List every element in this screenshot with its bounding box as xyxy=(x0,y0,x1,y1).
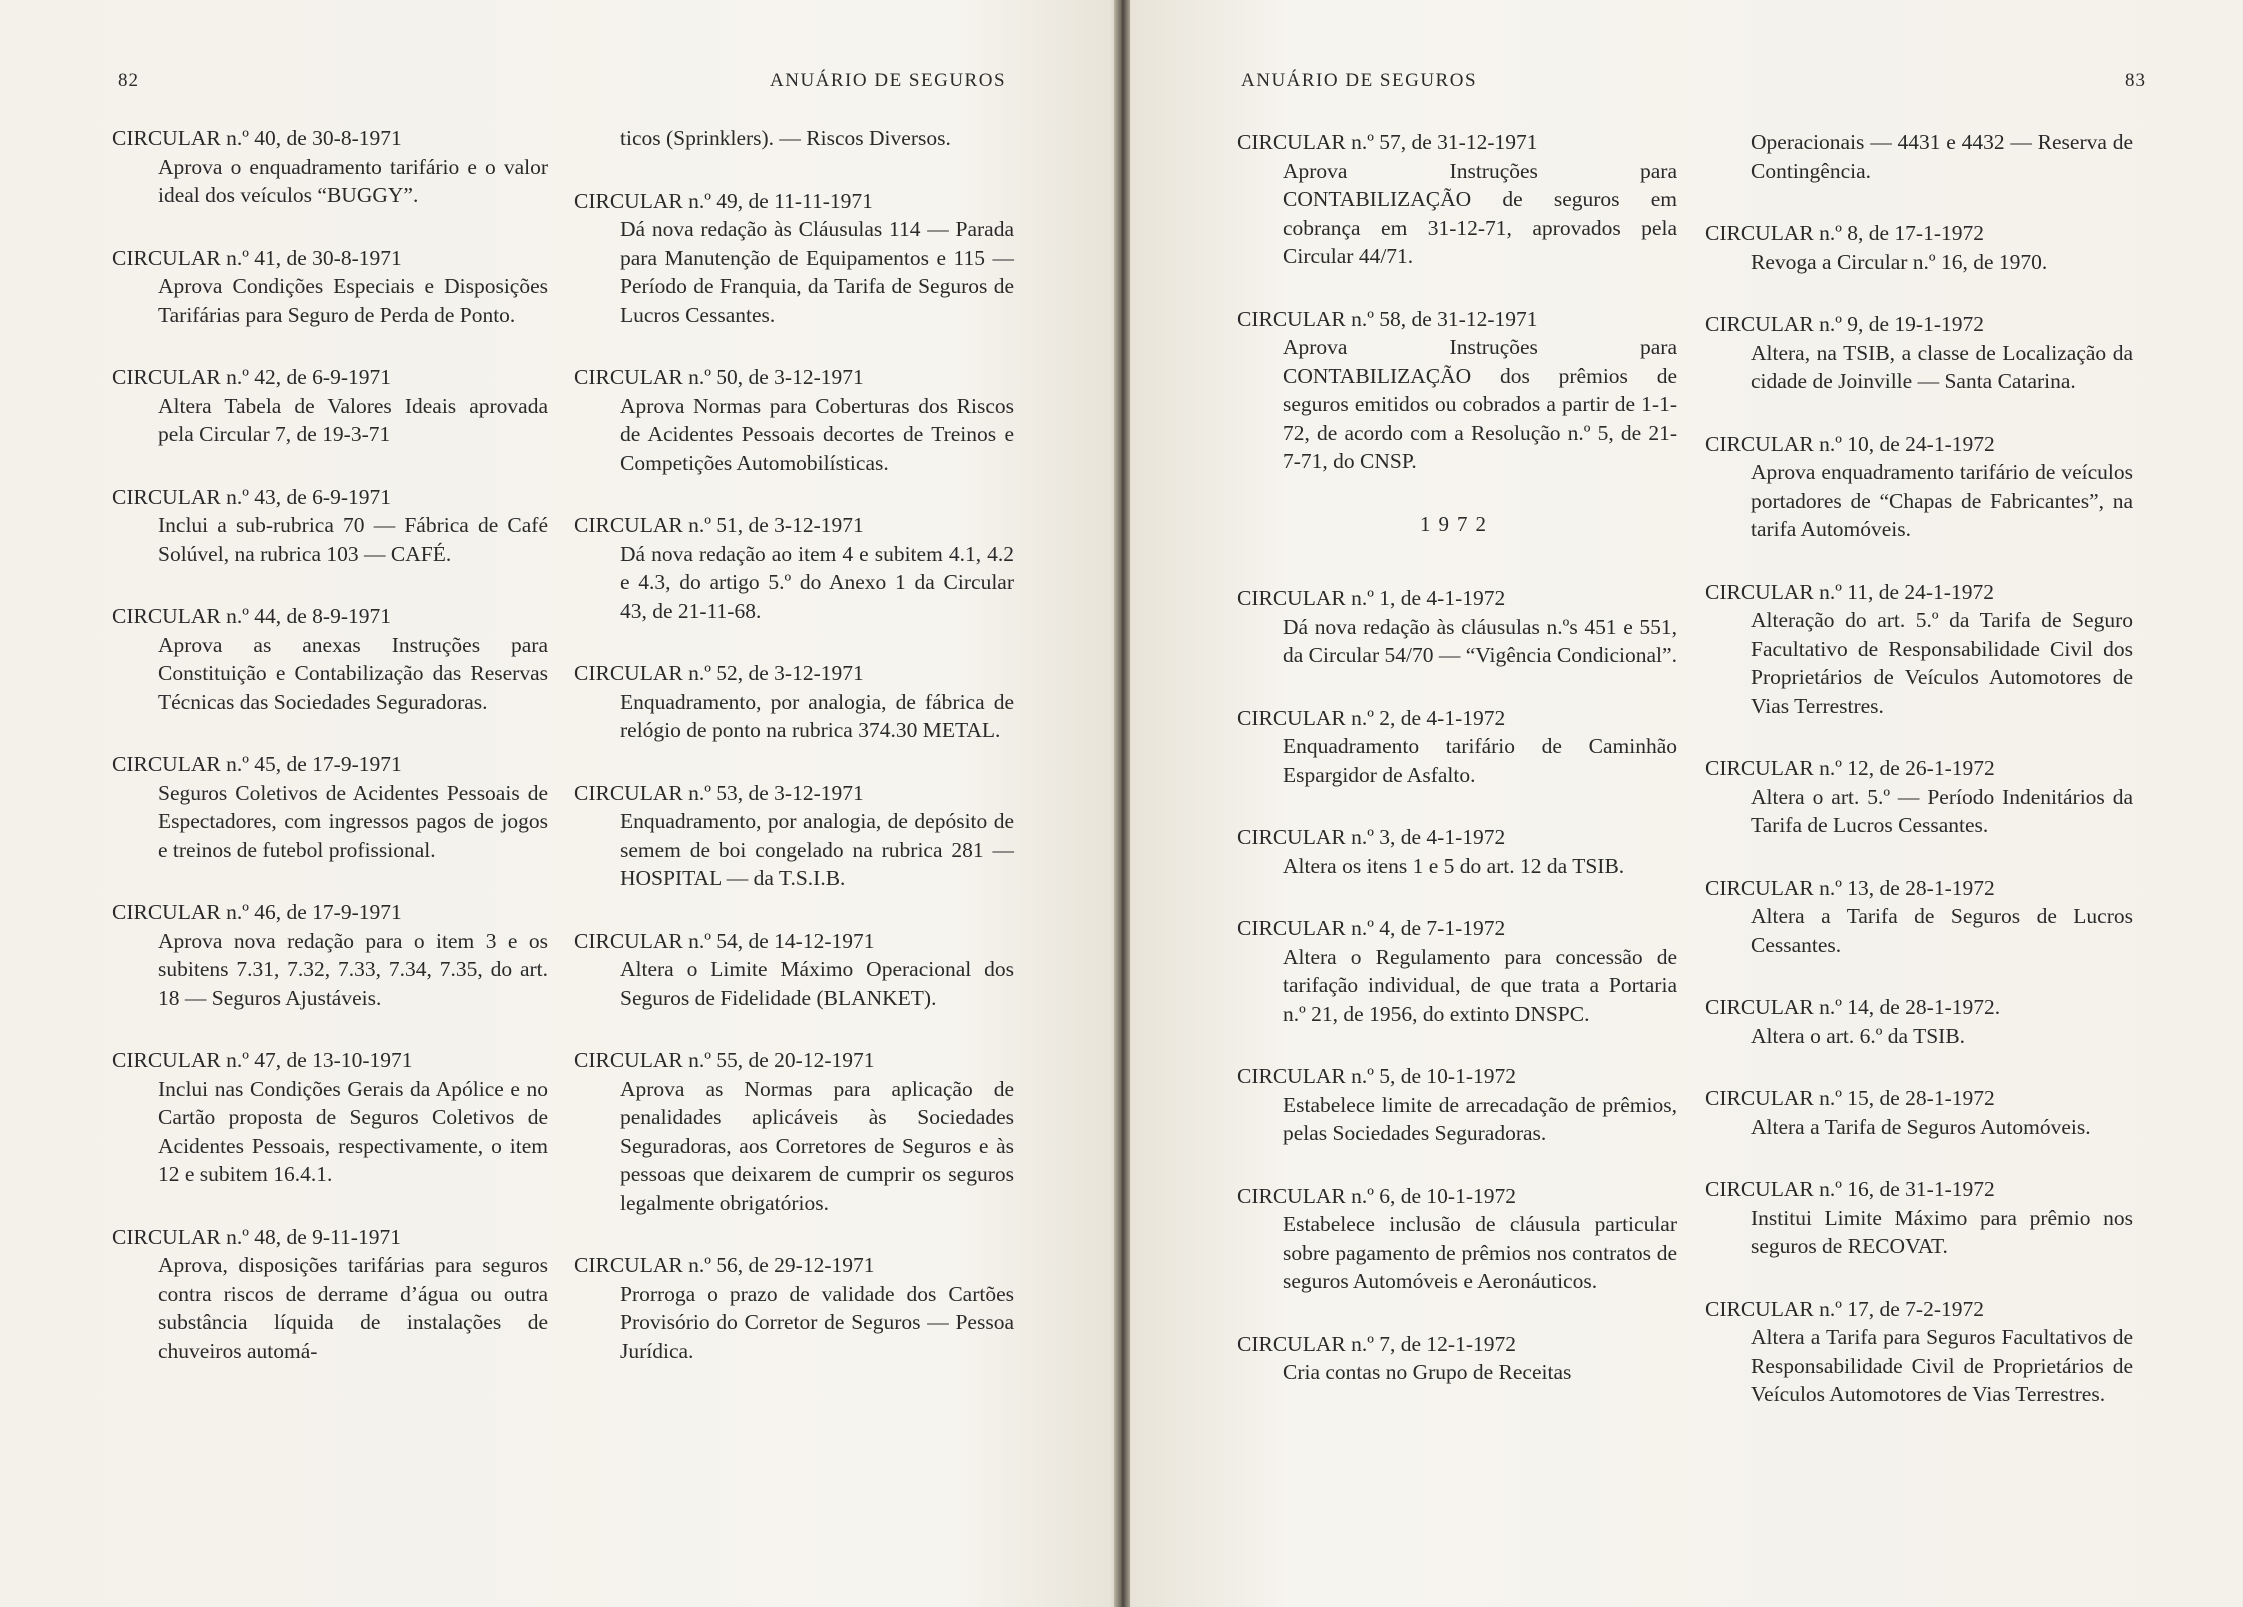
circular-entry xyxy=(1705,578,2133,721)
circular-description: Aprova as Normas para aplicação de penalidades aplicáveis às Sociedades Seguradoras, aos Corretores de Seguros e às pessoas que deixarem de cumprir os seguros legalmente obrigatórios. xyxy=(620,1076,1014,1215)
circular-title: CIRCULAR n.º 56, de 29-12-1971 xyxy=(574,1253,875,1277)
circular-title: CIRCULAR n.º 55, de 20-12-1971 xyxy=(574,1048,875,1072)
right-page xyxy=(1121,0,2242,1607)
circular-title: CIRCULAR n.º 46, de 17-9-1971 xyxy=(112,900,402,924)
circular-entry xyxy=(1237,1182,1677,1296)
circular-entry xyxy=(1705,993,2133,1050)
circular-title: CIRCULAR n.º 1, de 4-1-1972 xyxy=(1237,586,1506,610)
circular-title: CIRCULAR n.º 13, de 28-1-1972 xyxy=(1705,875,1995,900)
circular-entry xyxy=(112,1223,548,1366)
circular-description: Aprova Normas para Coberturas dos Riscos de Acidentes Pessoais decortes de Treinos e Competições Automobilísticas. xyxy=(620,393,1014,475)
circular-title: CIRCULAR n.º 12, de 26-1-1972 xyxy=(1705,756,1995,780)
circular-entry xyxy=(1705,310,2133,396)
circular-description: Aprova Condições Especiais e Disposições Tarifárias para Seguro de Perda de Ponto. xyxy=(158,274,548,327)
book-gutter xyxy=(1114,0,1130,1607)
circular-entry xyxy=(1237,704,1677,790)
circular-title: CIRCULAR n.º 7, de 12-1-1972 xyxy=(1237,1331,1516,1356)
circular-entry xyxy=(1705,1175,2133,1261)
left-column-1 xyxy=(112,124,548,1399)
circular-description: Dá nova redação ao item 4 e subitem 4.1, 4.2 e 4.3, do artigo 5.º do Anexo 1 da Circular 43, de 21-11-68. xyxy=(620,541,1014,623)
page-number: 83 xyxy=(2125,70,2146,91)
circular-title: CIRCULAR n.º 2, de 4-1-1972 xyxy=(1237,705,1506,730)
circular-description: Altera o art. 6.º da TSIB. xyxy=(1751,1023,1966,1048)
circular-description: Inclui a sub-rubrica 70 — Fábrica de Café Solúvel, na rubrica 103 — CAFÉ. xyxy=(158,513,548,566)
circular-title: CIRCULAR n.º 54, de 14-12-1971 xyxy=(574,928,875,953)
continued-text: ticos (Sprinklers). — Riscos Diversos. xyxy=(620,126,951,150)
circular-entry xyxy=(574,779,1014,893)
page-number: 82 xyxy=(118,70,139,91)
circular-title: CIRCULAR n.º 49, de 11-11-1971 xyxy=(574,188,873,213)
right-column-1 xyxy=(1237,128,1677,1421)
circular-title: CIRCULAR n.º 16, de 31-1-1972 xyxy=(1705,1177,1995,1201)
circular-entry xyxy=(1237,914,1677,1028)
circular-description: Dá nova redação às cláusulas n.ºs 451 e 551, da Circular 54/70 — “Vigência Condicional”. xyxy=(1283,614,1677,667)
circular-title: CIRCULAR n.º 42, de 6-9-1971 xyxy=(112,365,391,389)
circular-title: CIRCULAR n.º 47, de 13-10-1971 xyxy=(112,1048,413,1072)
circular-description: Enquadramento, por analogia, de depósito de semem de boi congelado na rubrica 281 — HOSPITAL — da T.S.I.B. xyxy=(620,809,1014,890)
circular-entry xyxy=(574,927,1014,1013)
circular-title: CIRCULAR n.º 17, de 7-2-1972 xyxy=(1705,1296,1984,1321)
circular-entry xyxy=(1705,1295,2133,1409)
circular-title: CIRCULAR n.º 14, de 28-1-1972. xyxy=(1705,995,2001,1019)
circular-title: CIRCULAR n.º 9, de 19-1-1972 xyxy=(1705,312,1984,336)
circular-title: CIRCULAR n.º 10, de 24-1-1972 xyxy=(1705,431,1995,456)
circular-entry xyxy=(112,483,548,569)
circular-title: CIRCULAR n.º 15, de 28-1-1972 xyxy=(1705,1086,1995,1110)
circular-description: Altera o Regulamento para concessão de tarifação individual, de que trata a Portaria n.º 21, de 1956, do extinto DNSPC. xyxy=(1283,944,1677,1026)
circular-description: Altera a Tarifa de Seguros de Lucros Cessantes. xyxy=(1751,904,2133,957)
circular-entry xyxy=(1237,584,1677,670)
circular-description: Altera os itens 1 e 5 do art. 12 da TSIB. xyxy=(1283,853,1625,878)
circular-title: CIRCULAR n.º 48, de 9-11-1971 xyxy=(112,1224,401,1249)
circular-title: CIRCULAR n.º 44, de 8-9-1971 xyxy=(112,604,391,628)
circular-description: Seguros Coletivos de Acidentes Pessoais de Espectadores, com ingressos pagos de jogos e treinos de futebol profissional. xyxy=(158,780,548,862)
circular-description: Altera Tabela de Valores Ideais aprovada pela Circular 7, de 19-3-71 xyxy=(158,393,548,446)
circular-entry xyxy=(112,750,548,864)
circular-entry xyxy=(112,244,548,330)
right-column-2 xyxy=(1705,128,2133,1443)
running-header: ANUÁRIO DE SEGUROS xyxy=(1241,70,1478,91)
circular-title: CIRCULAR n.º 57, de 31-12-1971 xyxy=(1237,130,1538,154)
circular-title: CIRCULAR n.º 58, de 31-12-1971 xyxy=(1237,306,1538,331)
circular-description: Aprova o enquadramento tarifário e o valor ideal dos veículos “BUGGY”. xyxy=(158,154,548,207)
circular-title: CIRCULAR n.º 43, de 6-9-1971 xyxy=(112,484,391,509)
circular-entry xyxy=(112,363,548,449)
circular-entry xyxy=(574,659,1014,745)
circular-title: CIRCULAR n.º 53, de 3-12-1971 xyxy=(574,780,864,805)
circular-entry xyxy=(112,898,548,1012)
circular-description: Dá nova redação às Cláusulas 114 — Parada para Manutenção de Equipamentos e 115 — Período de Franquia, da Tarifa de Seguros de Lucros Cessantes. xyxy=(620,217,1014,327)
circular-description: Aprova nova redação para o item 3 e os subitens 7.31, 7.32, 7.33, 7.34, 7.35, do art. 18 — Seguros Ajustáveis. xyxy=(158,928,548,1010)
circular-description: Cria contas no Grupo de Receitas xyxy=(1283,1360,1572,1384)
circular-title: CIRCULAR n.º 6, de 10-1-1972 xyxy=(1237,1183,1516,1208)
circular-description: Altera, na TSIB, a classe de Localização da cidade de Joinville — Santa Catarina. xyxy=(1751,340,2133,393)
circular-title: CIRCULAR n.º 3, de 4-1-1972 xyxy=(1237,825,1506,849)
circular-entry xyxy=(1705,1084,2133,1141)
circular-entry xyxy=(574,1251,1014,1365)
circular-title: CIRCULAR n.º 8, de 17-1-1972 xyxy=(1705,221,1984,245)
circular-title: CIRCULAR n.º 4, de 7-1-1972 xyxy=(1237,916,1506,940)
circular-description: Altera o art. 5.º — Período Indenitários da Tarifa de Lucros Cessantes. xyxy=(1751,784,2133,837)
circular-entry xyxy=(1237,128,1677,271)
circular-title: CIRCULAR n.º 5, de 10-1-1972 xyxy=(1237,1064,1516,1088)
circular-entry xyxy=(1705,754,2133,840)
circular-entry xyxy=(1237,823,1677,880)
circular-description: Aprova, disposições tarifárias para seguros contra riscos de derrame d’água ou outra substância líquida de instalações de chuveiros automá- xyxy=(158,1253,548,1363)
circular-entry xyxy=(1705,874,2133,960)
circular-entry xyxy=(1237,1330,1677,1387)
continued-text: Operacionais — 4431 e 4432 — Reserva de Contingência. xyxy=(1751,130,2133,183)
circular-description: Prorroga o prazo de validade dos Cartões Provisório do Corretor de Seguros — Pessoa Jurídica. xyxy=(620,1281,1014,1363)
circular-entry xyxy=(112,1046,548,1189)
circular-entry xyxy=(1237,1062,1677,1148)
circular-entry xyxy=(112,124,548,210)
circular-description: Estabelece inclusão de cláusula particular sobre pagamento de prêmios nos contratos de seguros Automóveis e Aeronáuticos. xyxy=(1283,1212,1677,1293)
circular-description: Aprova Instruções para CONTABILIZAÇÃO dos prêmios de seguros emitidos ou cobrados a partir de 1-1-72, de acordo com a Resolução n.º 5, de 21-7-71, do CNSP. xyxy=(1283,335,1677,473)
circular-description: Altera a Tarifa para Seguros Facultativos de Responsabilidade Civil de Proprietários de Veículos Automotores de Vias Terrestres. xyxy=(1751,1325,2133,1406)
circular-entry xyxy=(1705,430,2133,544)
circular-entry xyxy=(1705,219,2133,276)
circular-entry xyxy=(574,187,1014,330)
circular-description: Revoga a Circular n.º 16, de 1970. xyxy=(1751,249,2048,274)
circular-description: Alteração do art. 5.º da Tarifa de Seguro Facultativo de Responsabilidade Civil dos Proprietários de Veículos Automotores de Vias Terrestres. xyxy=(1751,608,2133,718)
circular-description: Aprova Instruções para CONTABILIZAÇÃO de seguros em cobrança em 31-12-71, aprovados pela Circular 44/71. xyxy=(1283,158,1677,268)
circular-description: Altera a Tarifa de Seguros Automóveis. xyxy=(1751,1114,2091,1139)
circular-description: Aprova as anexas Instruções para Constituição e Contabilização das Reservas Técnicas das Sociedades Seguradoras. xyxy=(158,632,548,714)
year-heading: 1972 xyxy=(1420,511,1494,536)
circular-entry xyxy=(1237,305,1677,476)
circular-entry xyxy=(112,602,548,716)
circular-title: CIRCULAR n.º 45, de 17-9-1971 xyxy=(112,752,402,776)
circular-title: CIRCULAR n.º 41, de 30-8-1971 xyxy=(112,245,402,270)
circular-description: Altera o Limite Máximo Operacional dos Seguros de Fidelidade (BLANKET). xyxy=(620,957,1014,1010)
circular-description: Institui Limite Máximo para prêmio nos seguros de RECOVAT. xyxy=(1751,1205,2133,1258)
circular-title: CIRCULAR n.º 52, de 3-12-1971 xyxy=(574,661,864,685)
left-page xyxy=(0,0,1121,1607)
running-header: ANUÁRIO DE SEGUROS xyxy=(770,70,1007,91)
circular-description: Inclui nas Condições Gerais da Apólice e no Cartão proposta de Seguros Coletivos de Acidentes Pessoais, respectivamente, o item 12 e subitem 16.4.1. xyxy=(158,1076,548,1186)
circular-title: CIRCULAR n.º 50, de 3-12-1971 xyxy=(574,365,864,389)
circular-description: Enquadramento tarifário de Caminhão Espargidor de Asfalto. xyxy=(1283,734,1677,787)
circular-entry xyxy=(574,363,1014,477)
circular-entry xyxy=(574,511,1014,625)
circular-title: CIRCULAR n.º 40, de 30-8-1971 xyxy=(112,126,402,150)
circular-title: CIRCULAR n.º 51, de 3-12-1971 xyxy=(574,513,864,537)
circular-title: CIRCULAR n.º 11, de 24-1-1972 xyxy=(1705,579,1994,604)
circular-description: Estabelece limite de arrecadação de prêmios, pelas Sociedades Seguradoras. xyxy=(1283,1092,1677,1145)
left-column-2 xyxy=(574,124,1014,1399)
circular-description: Aprova enquadramento tarifário de veículos portadores de “Chapas de Fabricantes”, na tarifa Automóveis. xyxy=(1751,460,2133,541)
circular-entry xyxy=(574,1046,1014,1217)
circular-description: Enquadramento, por analogia, de fábrica de relógio de ponto na rubrica 374.30 METAL. xyxy=(620,689,1014,742)
